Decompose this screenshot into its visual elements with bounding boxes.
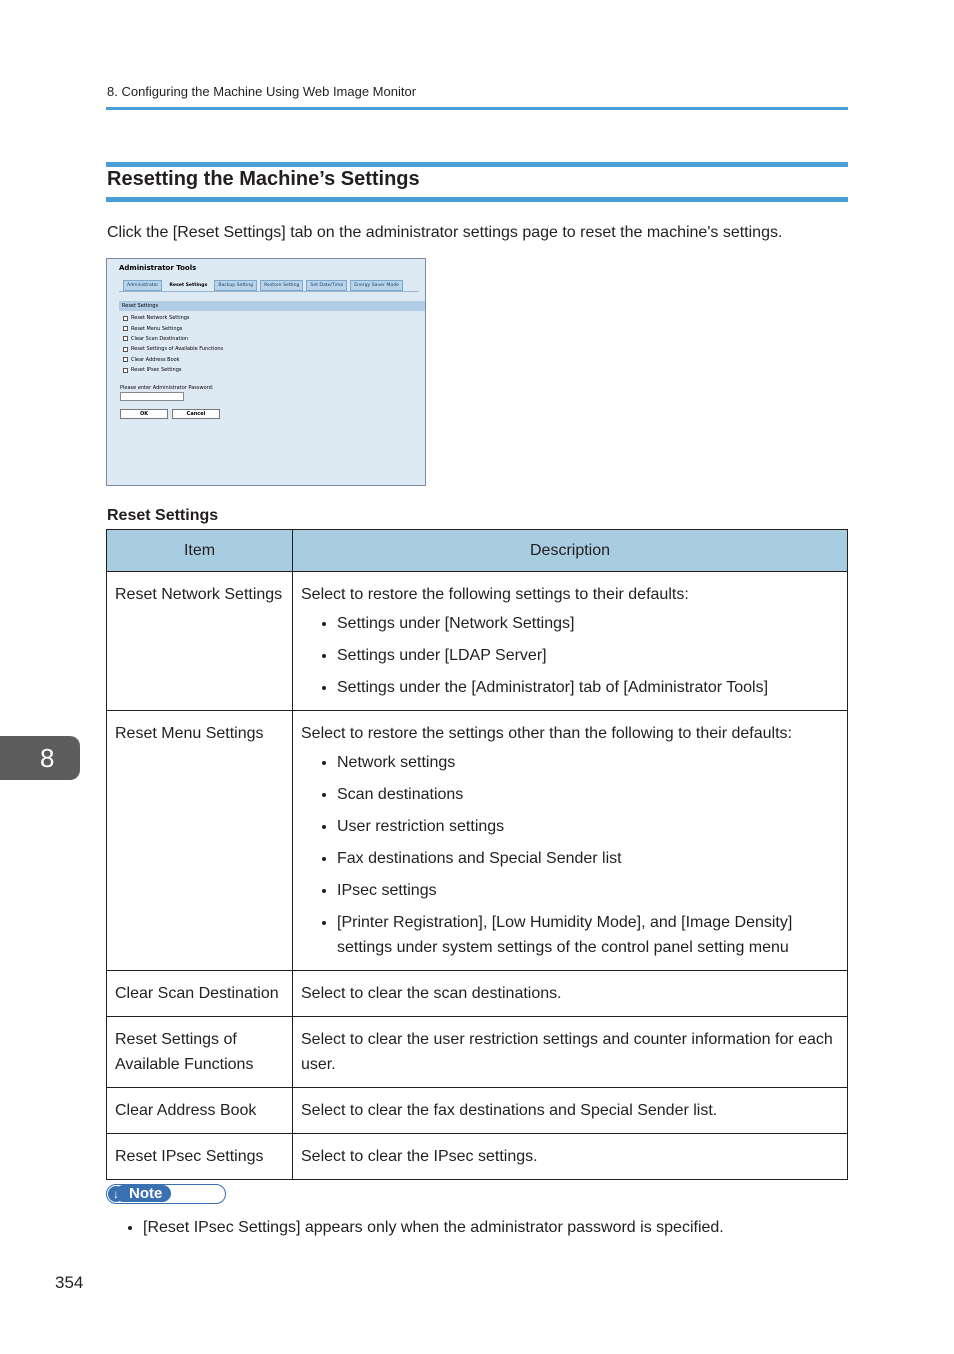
option-row[interactable] xyxy=(123,313,223,323)
item-cell: Reset Network Settings xyxy=(107,572,293,711)
list-item: • Scan destinations xyxy=(337,782,839,807)
option-row[interactable] xyxy=(123,323,223,333)
list-item: • Settings under the [Administrator] tab of [Administrator Tools] xyxy=(337,675,839,700)
header-rule xyxy=(106,107,848,110)
note-badge xyxy=(106,1184,226,1204)
list-item: • IPsec settings xyxy=(337,878,839,903)
checkbox[interactable] xyxy=(123,347,128,352)
description-cell: Select to clear the scan destinations. xyxy=(293,971,848,1017)
bullet-list xyxy=(301,750,839,960)
section-bar: Reset Settings xyxy=(119,301,425,311)
bullet-list xyxy=(301,611,839,700)
option-label: Clear Scan Destination xyxy=(131,335,189,342)
option-row[interactable] xyxy=(123,334,223,344)
section-title: Resetting the Machine’s Settings xyxy=(107,168,420,190)
item-cell: Reset Settings of Available Functions xyxy=(107,1017,293,1088)
table-caption: Reset Settings xyxy=(107,507,219,524)
admin-tools-screenshot xyxy=(106,258,426,486)
section-top-rule xyxy=(106,162,848,167)
page-number: 354 xyxy=(55,1273,84,1292)
password-input[interactable] xyxy=(120,392,184,401)
table-row xyxy=(107,711,848,971)
list-item: • Fax destinations and Special Sender list xyxy=(337,846,839,871)
option-label: Reset IPsec Settings xyxy=(131,367,182,374)
item-cell: Reset Menu Settings xyxy=(107,711,293,971)
intro-paragraph: Click the [Reset Settings] tab on the administrator settings page to reset the machine's settings. xyxy=(107,224,783,241)
note-label: Note xyxy=(129,1185,163,1202)
description-text: Select to restore the following settings to their defaults: xyxy=(301,586,689,603)
list-item: • User restriction settings xyxy=(337,814,839,839)
option-label: Reset Menu Settings xyxy=(131,325,183,332)
item-cell: Reset IPsec Settings xyxy=(107,1134,293,1180)
column-header-description: Description xyxy=(293,530,848,572)
table-row xyxy=(107,1088,848,1134)
tab-divider xyxy=(119,291,419,292)
description-cell: Select to clear the user restriction settings and counter information for each user. xyxy=(293,1017,848,1088)
section-bottom-rule xyxy=(106,197,848,202)
options-list xyxy=(123,313,223,375)
cancel-button[interactable]: Cancel xyxy=(172,409,220,419)
table-row xyxy=(107,971,848,1017)
checkbox[interactable] xyxy=(123,326,128,331)
tab-set-date-time[interactable]: Set Date/Time xyxy=(306,280,347,291)
tab-reset-settings[interactable]: Reset Settings xyxy=(165,280,211,291)
note-list xyxy=(120,1219,724,1237)
table-row xyxy=(107,1134,848,1180)
item-cell: Clear Scan Destination xyxy=(107,971,293,1017)
description-cell xyxy=(293,572,848,711)
running-header: 8. Configuring the Machine Using Web Image Monitor xyxy=(107,84,417,99)
description-cell: Select to clear the fax destinations and Special Sender list. xyxy=(293,1088,848,1134)
option-label: Reset Network Settings xyxy=(131,315,190,322)
option-row[interactable] xyxy=(123,365,223,375)
option-row[interactable] xyxy=(123,344,223,354)
table-header-row xyxy=(107,530,848,572)
screenshot-tabs xyxy=(123,280,403,291)
tab-administrator[interactable]: Administrator xyxy=(123,280,162,291)
password-label: Please enter Administrator Password: xyxy=(120,385,214,391)
note-item: • [Reset IPsec Settings] appears only when the administrator password is specified. xyxy=(143,1219,724,1237)
option-label: Reset Settings of Available Functions xyxy=(131,346,224,353)
option-label: Clear Address Book xyxy=(131,356,180,363)
list-item: • Settings under [Network Settings] xyxy=(337,611,839,636)
checkbox[interactable] xyxy=(123,316,128,321)
checkbox[interactable] xyxy=(123,368,128,373)
arrow-down-icon: ↓ xyxy=(108,1186,124,1202)
ok-button[interactable]: OK xyxy=(120,409,168,419)
list-item: • Network settings xyxy=(337,750,839,775)
checkbox[interactable] xyxy=(123,336,128,341)
tab-backup-setting[interactable]: Backup Setting xyxy=(214,280,257,291)
list-item: • [Printer Registration], [Low Humidity Mode], and [Image Density] settings under system settings of the control panel setting menu xyxy=(337,910,839,960)
list-item: • Settings under [LDAP Server] xyxy=(337,643,839,668)
column-header-item: Item xyxy=(107,530,293,572)
option-row[interactable] xyxy=(123,355,223,365)
checkbox[interactable] xyxy=(123,357,128,362)
table-row xyxy=(107,572,848,711)
item-cell: Clear Address Book xyxy=(107,1088,293,1134)
table-row xyxy=(107,1017,848,1088)
description-cell xyxy=(293,711,848,971)
chapter-tab: 8 xyxy=(0,736,80,780)
tab-restore-setting[interactable]: Restore Setting xyxy=(260,280,303,291)
description-text: Select to restore the settings other than the following to their defaults: xyxy=(301,725,792,742)
tab-energy-saver-mode[interactable]: Energy Saver Mode xyxy=(350,280,403,291)
description-cell: Select to clear the IPsec settings. xyxy=(293,1134,848,1180)
screenshot-title: Administrator Tools xyxy=(119,264,197,272)
reset-settings-table xyxy=(106,529,848,1180)
